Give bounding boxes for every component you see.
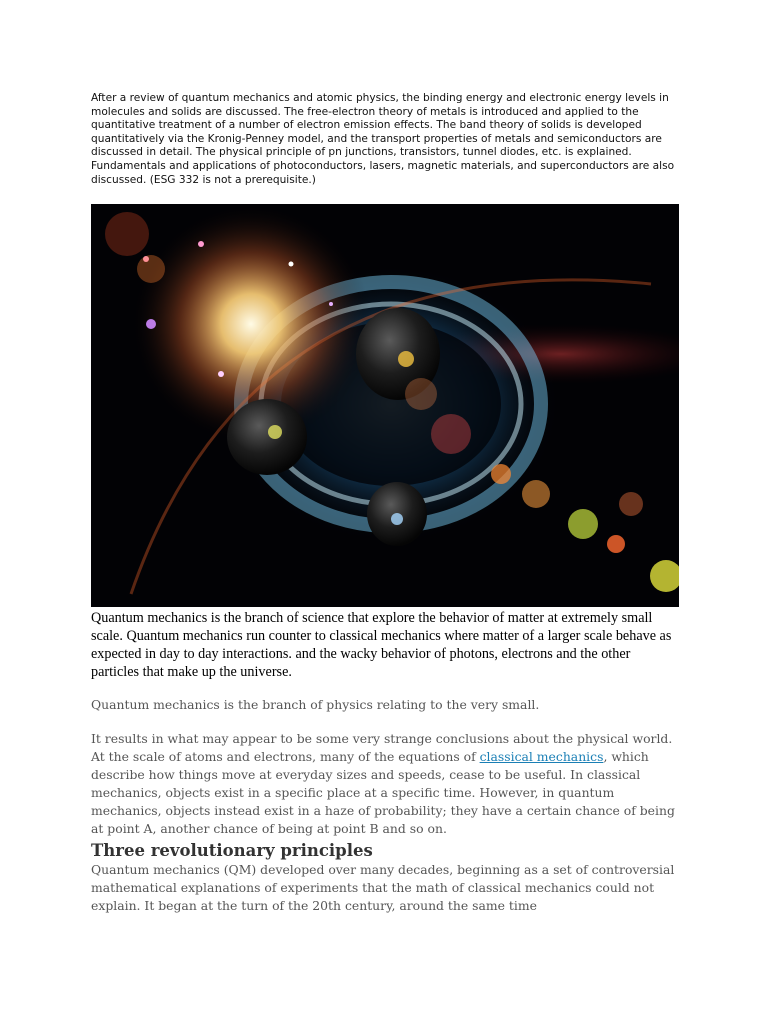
quantum-illustration <box>91 204 679 607</box>
paragraph-text-after-link: , which describe how things move at everyday sizes and speeds, cease to be useful. In classical mechanics, objects exist in a specific place at a specific time. However, in quantum mechanics, objects instead exist in a haze of probability; they have a certain chance of being at point A, another chance of being at point B and so on. <box>91 749 675 837</box>
lead-sentence: Quantum mechanics is the branch of physics relating to the very small. <box>91 697 540 713</box>
document-page <box>91 92 681 915</box>
quantum-art-svg <box>91 204 679 607</box>
image-caption: Quantum mechanics is the branch of science that explore the behavior of matter at extremely small scale. Quantum mechanics run counter to classical mechanics where matter of a larger scale behave as expected in day to day interactions. and the wacky behavior of photons, electrons and the other particles that make up the universe. <box>91 610 672 681</box>
intro-paragraph: After a review of quantum mechanics and atomic physics, the binding energy and electronic energy levels in molecules and solids are discussed. The free-electron theory of metals is introduced and applied to the quantitative treatment of a number of electron emission effects. The band theory of solids is developed quantitatively via the Kronig-Penney model, and the transport properties of metals and semiconductors are discussed in detail. The physical principle of pn junctions, transistors, tunnel diodes, etc. is explained. Fundamentals and applications of photoconductors, lasers, magnetic materials, and superconductors are also discussed. (ESG 332 is not a prerequisite.) <box>91 92 675 186</box>
section-paragraph: Quantum mechanics (QM) developed over many decades, beginning as a set of controversial mathematical explanations of experiments that the math of classical mechanics could not explain. It began at the turn of the 20th century, around the same time <box>91 862 675 914</box>
paragraph-text-before-link: It results in what may appear to be some very strange conclusions about the physical world. At the scale of atoms and electrons, many of the equations of <box>91 731 673 765</box>
classical-mechanics-link[interactable]: classical mechanics <box>479 749 604 765</box>
body-paragraph <box>91 730 681 838</box>
section-heading: Three revolutionary principles <box>91 841 373 861</box>
